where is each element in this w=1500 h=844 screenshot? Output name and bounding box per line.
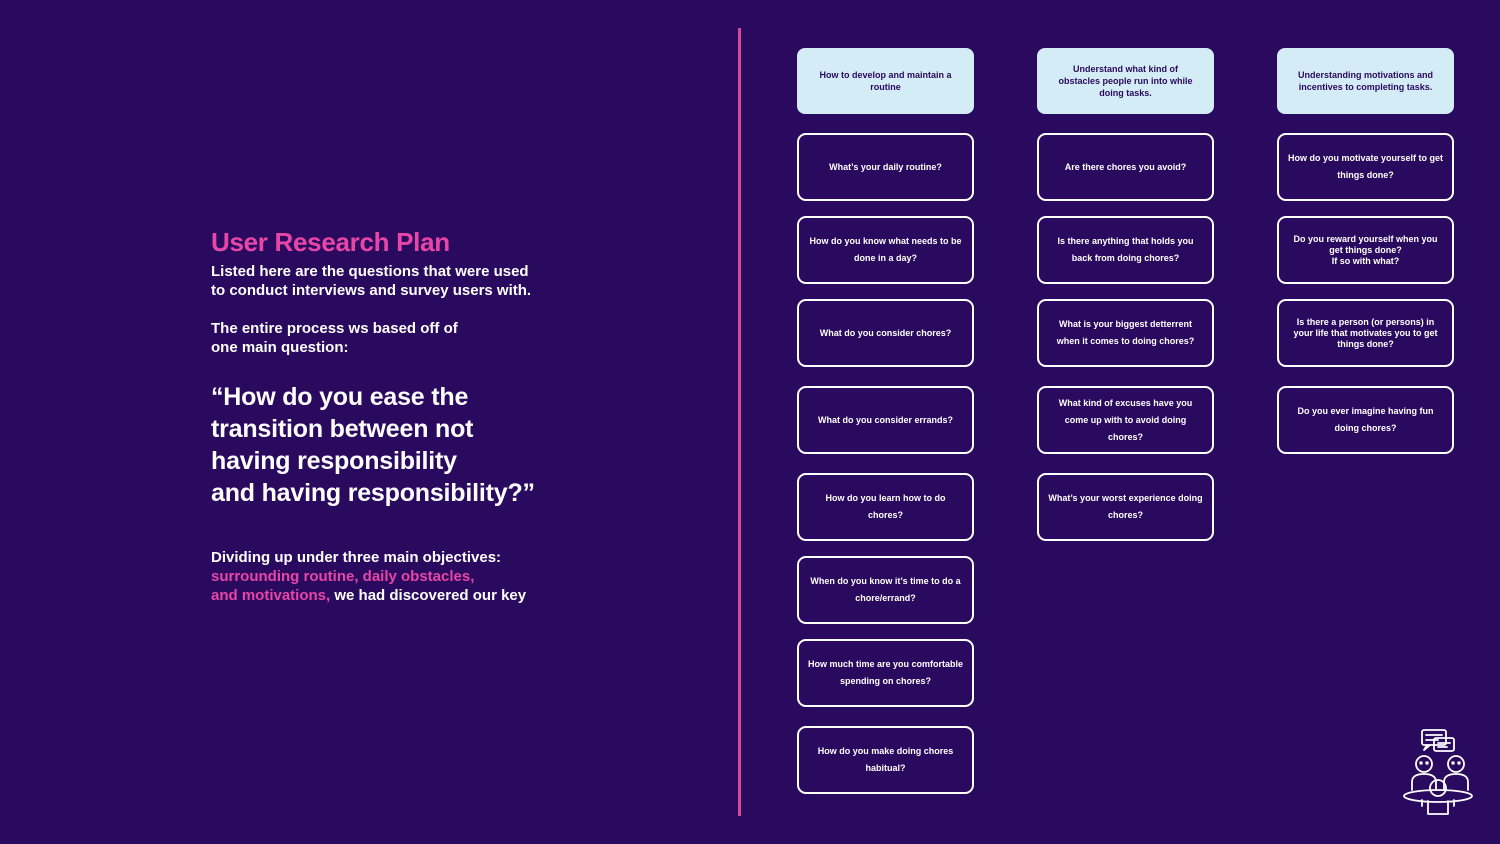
question-card: Do you ever imagine having fun doing chores?	[1277, 386, 1454, 454]
left-panel	[211, 226, 571, 605]
question-card: When do you know it’s time to do a chore/errand?	[797, 556, 974, 624]
question-card: How much time are you comfortable spending on chores?	[797, 639, 974, 707]
question-card: Is there anything that holds you back from doing chores?	[1037, 216, 1214, 284]
objectives-text	[211, 548, 571, 605]
objective-header: How to develop and maintain a routine	[797, 48, 974, 114]
question-card: How do you know what needs to be done in a day?	[797, 216, 974, 284]
question-card: How do you make doing chores habitual?	[797, 726, 974, 794]
question-card: How do you motivate yourself to get things done?	[1277, 133, 1454, 201]
page-title: User Research Plan	[211, 227, 450, 257]
intro-text: Listed here are the questions that were used to conduct interviews and survey users with.	[211, 263, 532, 299]
objective-header: Understanding motivations and incentives to completing tasks.	[1277, 48, 1454, 114]
objectives-highlight-2: and motivations,	[211, 587, 331, 604]
interview-people-icon	[1400, 726, 1476, 818]
main-question-quote: “How do you ease the transition between not having responsibility and having responsibility?”	[211, 383, 535, 507]
basis-text: The entire process ws based off of one main question:	[211, 320, 458, 356]
question-card: Is there a person (or persons) in your life that motivates you to get things done?	[1277, 299, 1454, 367]
question-card: What’s your worst experience doing chores?	[1037, 473, 1214, 541]
question-card: What do you consider chores?	[797, 299, 974, 367]
question-card: How do you learn how to do chores?	[797, 473, 974, 541]
objectives-lead: Dividing up under three main objectives:	[211, 549, 502, 566]
question-card: What is your biggest detterrent when it comes to doing chores?	[1037, 299, 1214, 367]
question-card: What’s your daily routine?	[797, 133, 974, 201]
vertical-divider	[738, 28, 741, 816]
objectives-tail: we had discovered our key	[330, 587, 527, 604]
question-card: What do you consider errands?	[797, 386, 974, 454]
question-card: Are there chores you avoid?	[1037, 133, 1214, 201]
question-card: Do you reward yourself when you get things done? If so with what?	[1277, 216, 1454, 284]
objective-header: Understand what kind of obstacles people run into while doing tasks.	[1037, 48, 1214, 114]
objectives-highlight-1: surrounding routine, daily obstacles,	[211, 568, 475, 585]
question-card: What kind of excuses have you come up with to avoid doing chores?	[1037, 386, 1214, 454]
